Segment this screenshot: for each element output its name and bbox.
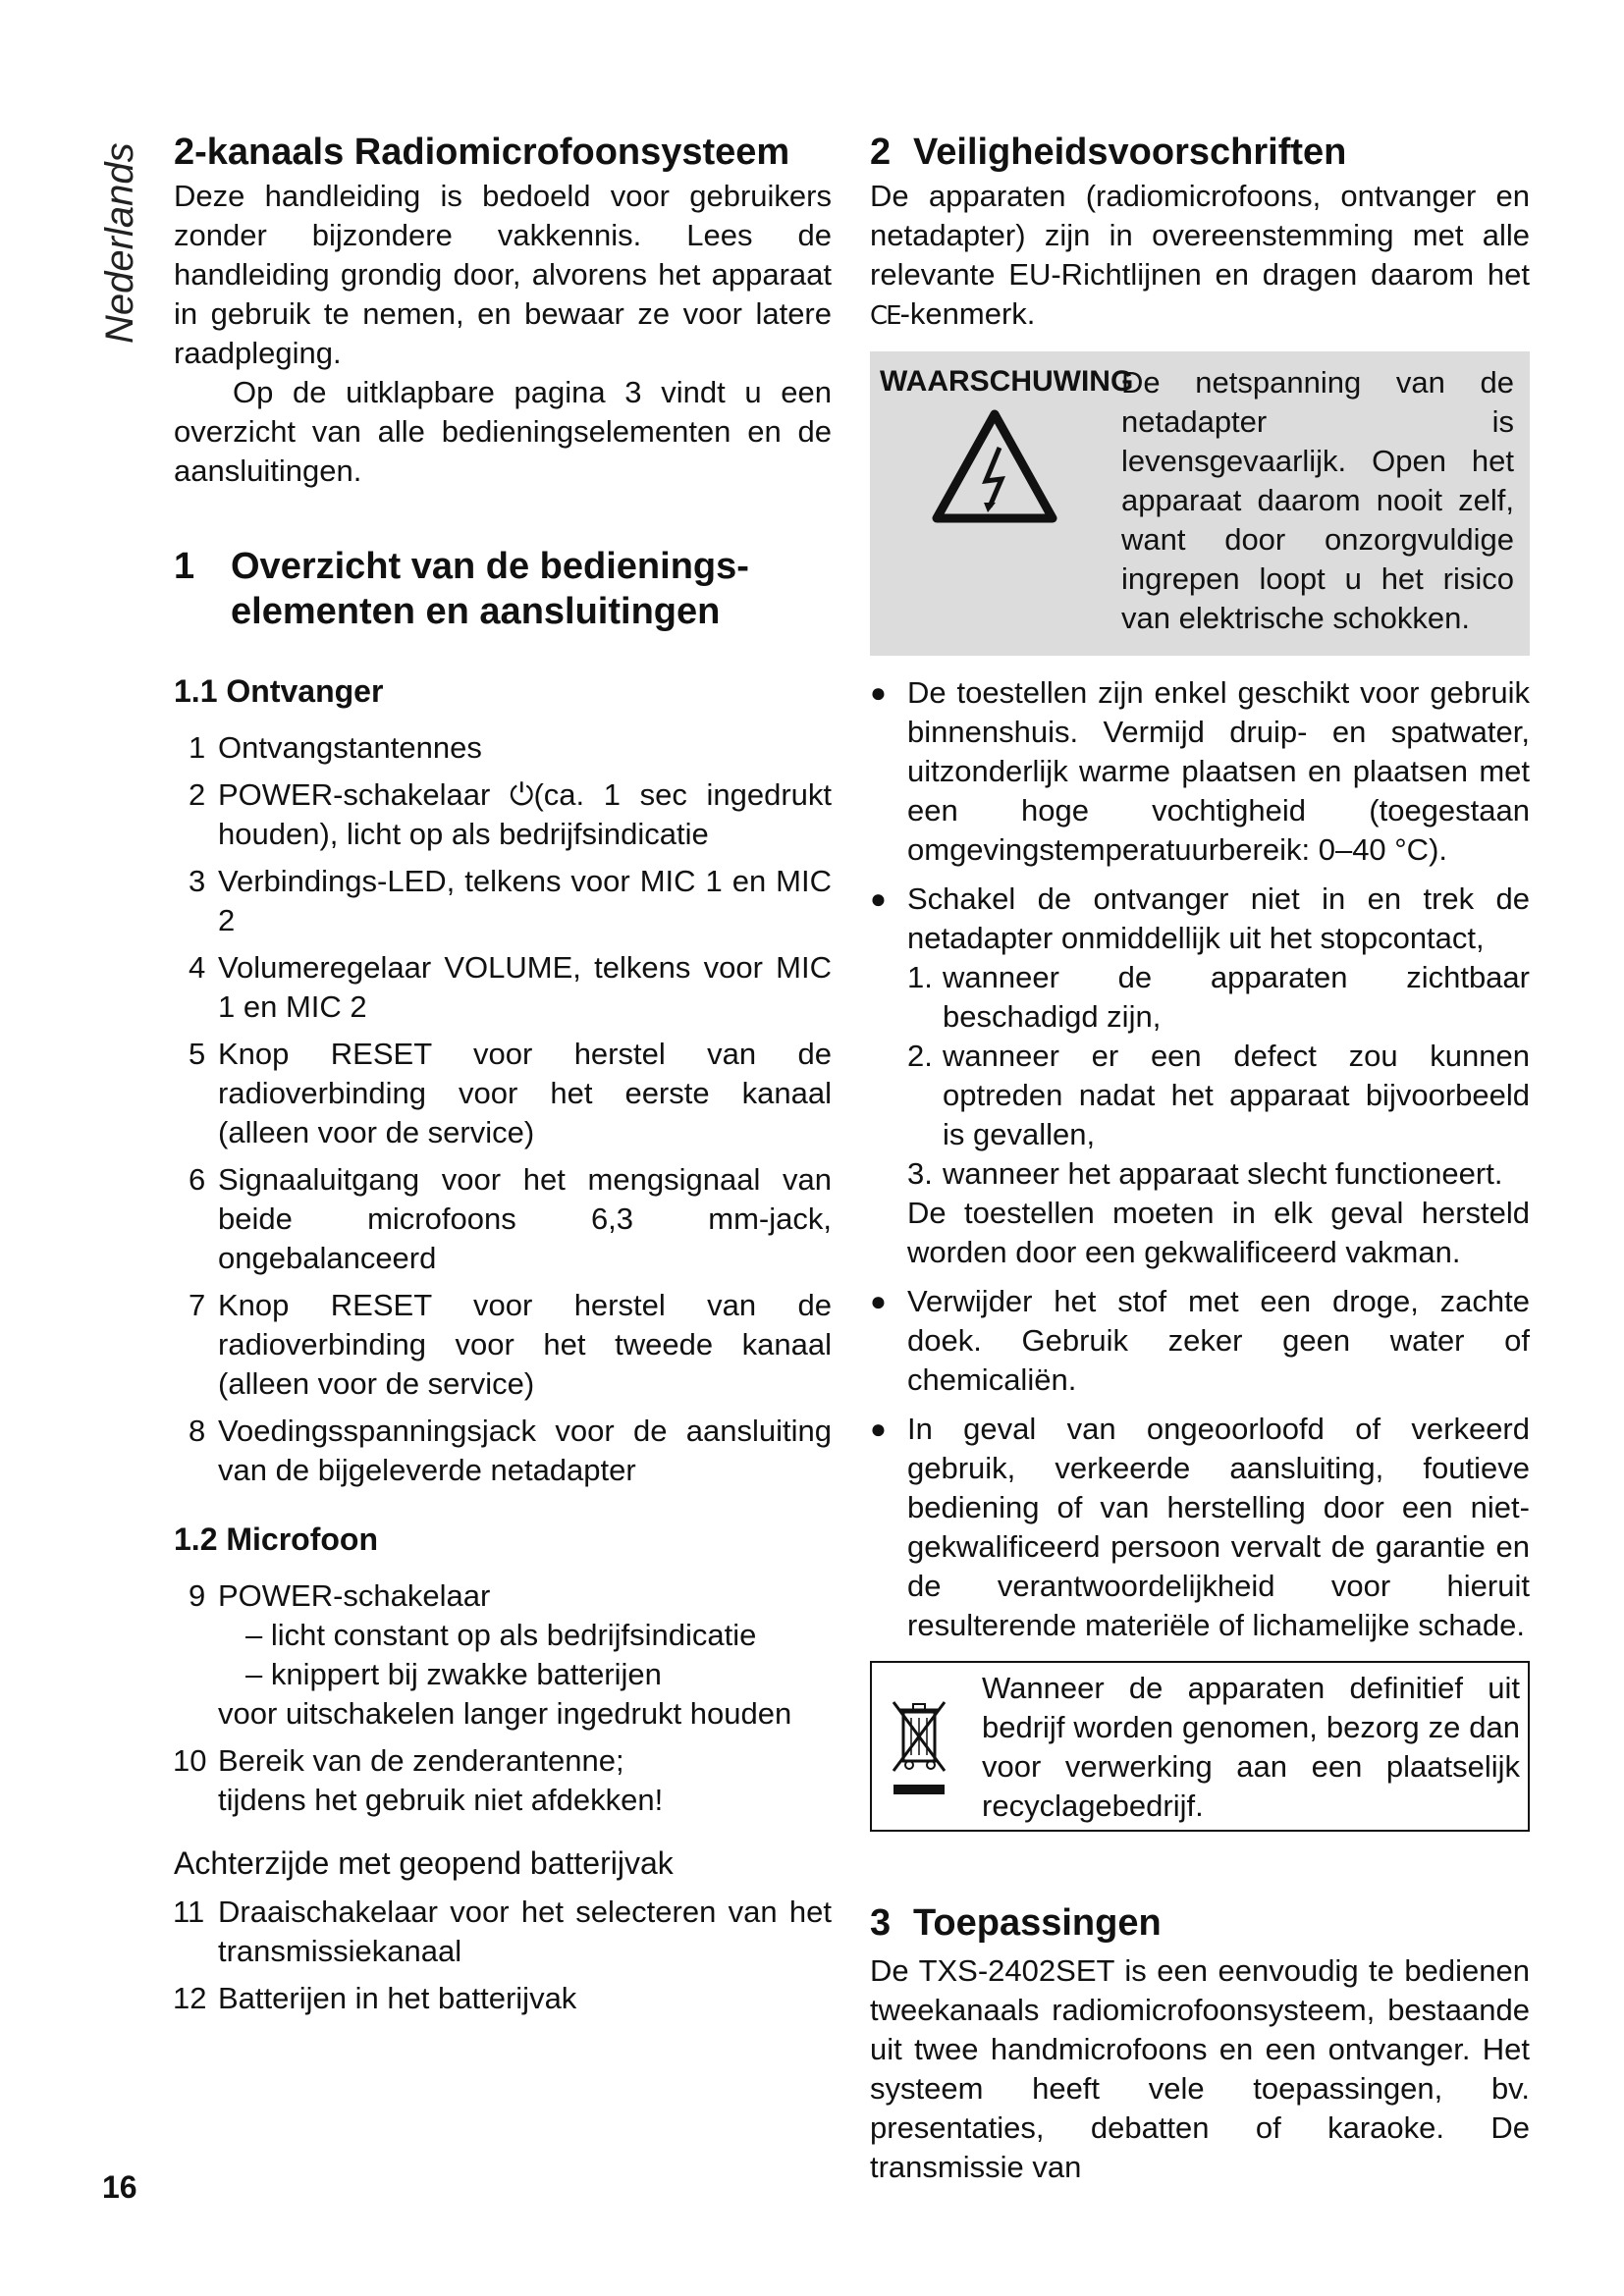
item-text <box>218 1576 832 1734</box>
item-9-line-3: voor uitschakelen langer ingedrukt houden <box>218 1696 792 1731</box>
section-3-text: De TXS-2402SET is een eenvoudig te bedienen tweekanaals radiomicrofoonsysteem, bestaande uit twee handmicrofoons en een ontvanger. Het systeem heeft vele toepassingen, bv. presentaties, debatten of karaoke. De transmissie van <box>870 1953 1530 2184</box>
item-text: Verbindings-LED, telkens voor MIC 1 en MIC 2 <box>218 864 832 937</box>
item-text: Draaischakelaar voor het selecteren van het transmissiekanaal <box>218 1895 832 1968</box>
condition-text: wanneer er een defect zou kunnen optreden nadat het apparaat bijvoorbeeld is gevallen, <box>943 1039 1530 1151</box>
warning-box <box>870 351 1530 656</box>
condition-text: wanneer het apparaat slecht functioneert. <box>943 1156 1503 1191</box>
section-2-heading <box>870 130 1530 175</box>
section-1-title: Overzicht van de bedienings-elementen en aansluitingen <box>231 546 749 632</box>
subsection-1-1-title: 1.1 Ontvanger <box>174 673 384 709</box>
back-side-title: Achterzijde met geopend batterijvak <box>174 1845 674 1881</box>
condition-number: 1. <box>907 960 933 994</box>
item-9-line-2: – knippert bij zwakke batterijen <box>245 1657 662 1691</box>
item-text: Ontvangstantennes <box>218 730 482 765</box>
ce-suffix: -kenmerk. <box>899 296 1036 331</box>
bullet-dot-icon: ● <box>870 883 887 914</box>
section-3-number: 3 <box>870 1902 892 1944</box>
ce-mark-icon: CE <box>870 301 900 331</box>
safety-bullets <box>870 673 1530 1645</box>
item-text: Voedingsspanningsjack voor de aansluiting van de bijgeleverde netadapter <box>218 1414 832 1487</box>
page-number: 16 <box>102 2169 137 2205</box>
bullet-text <box>907 880 1530 1272</box>
intro-title: 2-kanaals Radiomicrofoonsysteem <box>174 132 790 173</box>
list-item <box>189 1576 832 1734</box>
item-number: 9 <box>189 1578 206 1613</box>
list-item <box>189 1412 832 1490</box>
section-3-heading <box>870 1900 1530 1946</box>
microphone-items-list <box>173 1576 832 1820</box>
crossed-out-bin-icon <box>890 1694 948 1802</box>
item-text: Signaaluitgang voor het mengsignaal van beide microfoons 6,3 mm-jack, ongebalanceerd <box>218 1162 832 1275</box>
item-number: 4 <box>189 950 206 985</box>
receiver-items-list <box>189 728 832 1490</box>
intro-paragraph-2: Op de uitklapbare pagina 3 vindt u een overzicht van alle bedieningselementen en de aansluitingen. <box>174 375 832 488</box>
item-number: 12 <box>173 1981 207 2015</box>
bullet-text: Verwijder het stof met een droge, zachte doek. Gebruik zeker geen water of chemicaliën. <box>907 1284 1530 1397</box>
repair-note: De toestellen moeten in elk geval hersteld worden door een gekwalificeerd vakman. <box>907 1196 1530 1269</box>
list-item <box>189 1160 832 1278</box>
bullet-item <box>870 1410 1530 1645</box>
section-3-title: Toepassingen <box>913 1902 1162 1944</box>
warning-text: De netspanning van de netadapter is levensgevaarlijk. Open het apparaat daarom nooit zelf, want door onzorgvuldige ingrepen loopt u het risico van elektrische schokken. <box>1121 365 1514 635</box>
bullet-text-main: Schakel de ontvanger niet in en trek de netadapter onmiddellijk uit het stopcontact, <box>907 881 1530 955</box>
item-text <box>218 1741 832 1820</box>
language-label: Nederlands <box>98 142 141 344</box>
left-column <box>174 130 832 2026</box>
bullet-dot-icon: ● <box>870 677 887 708</box>
item-number: 3 <box>189 864 206 898</box>
item-10-label: Bereik van de zenderantenne; <box>218 1743 624 1778</box>
list-item <box>189 1286 832 1404</box>
item-number: 5 <box>189 1037 206 1071</box>
list-item <box>173 1979 832 2018</box>
condition-number: 3. <box>907 1156 933 1191</box>
bullet-dot-icon: ● <box>870 1286 887 1316</box>
condition-item <box>907 958 1530 1037</box>
item-text: Batterijen in het batterijvak <box>218 1981 577 2015</box>
list-item <box>189 775 832 854</box>
high-voltage-warning-icon <box>931 408 1058 524</box>
recycling-text: Wanneer de apparaten definitief uit bedrijf worden genomen, bezorg ze dan voor verwerking aan een plaatselijk recyclagebedrijf. <box>982 1671 1520 1823</box>
right-column <box>870 130 1530 2187</box>
bullet-item <box>870 1282 1530 1400</box>
list-item <box>189 728 832 768</box>
list-item <box>173 1741 832 1820</box>
item-number: 2 <box>189 777 206 812</box>
item-number: 11 <box>173 1895 205 1929</box>
section-2-number: 2 <box>870 132 892 173</box>
bullet-text: De toestellen zijn enkel geschikt voor gebruik binnenshuis. Vermijd druip- en spatwater, uitzonderlijk warme plaatsen en plaatsen met een hoge vochtigheid (toegestaan omgevingstemperatuurbereik: 0–40 °C). <box>907 675 1530 867</box>
battery-items-list <box>173 1893 832 2018</box>
condition-item <box>907 1154 1530 1194</box>
item-text: Volumeregelaar VOLUME, telkens voor MIC 1 en MIC 2 <box>218 950 832 1024</box>
section-1-number: 1 <box>174 546 195 587</box>
list-item <box>189 1035 832 1152</box>
item-9-label: POWER-schakelaar <box>218 1578 491 1613</box>
condition-text: wanneer de apparaten zichtbaar beschadigd zijn, <box>943 960 1530 1034</box>
section-2-title: Veiligheidsvoorschriften <box>913 132 1347 173</box>
item-number: 1 <box>189 730 206 765</box>
section-2-intro-text: De apparaten (radiomicrofoons, ontvanger en netadapter) zijn in overeenstemming met alle relevante EU-Richtlijnen en dragen daarom het <box>870 179 1530 292</box>
item-number: 7 <box>189 1288 206 1322</box>
subsection-1-2-title: 1.2 Microfoon <box>174 1522 379 1557</box>
warning-label: WAARSCHUWING <box>880 365 1134 398</box>
condition-number: 2. <box>907 1039 933 1073</box>
bullet-dot-icon: ● <box>870 1414 887 1444</box>
condition-list <box>907 958 1530 1194</box>
condition-item <box>907 1037 1530 1154</box>
item-9-line-1: – licht constant op als bedrijfsindicatie <box>245 1618 757 1652</box>
bullet-text: In geval van ongeoorloofd of verkeerd gebruik, verkeerde aansluiting, foutieve bediening of van herstelling door een niet-gekwalificeerd persoon vervalt de garantie en de verantwoordelijkheid voor hieruit resulterende materiële of lichamelijke schade. <box>907 1412 1530 1642</box>
recycling-notice-box <box>870 1661 1530 1832</box>
list-item <box>173 1893 832 1971</box>
item-number: 10 <box>173 1743 207 1778</box>
item-text: Knop RESET voor herstel van de radioverbinding voor het tweede kanaal (alleen voor de service) <box>218 1288 832 1401</box>
bullet-item <box>870 880 1530 1272</box>
section-1-heading <box>174 544 832 634</box>
list-item <box>189 948 832 1027</box>
bullet-item <box>870 673 1530 870</box>
item-text: POWER-schakelaar ⏻(ca. 1 sec ingedrukt houden), licht op als bedrijfsindicatie <box>218 777 832 851</box>
item-number: 6 <box>189 1162 206 1197</box>
section-2-intro <box>870 177 1530 336</box>
intro-paragraph-1: Deze handleiding is bedoeld voor gebruikers zonder bijzondere vakkennis. Lees de handleiding grondig door, alvorens het apparaat in gebruik te nemen, en bewaar ze voor latere raadpleging. <box>174 179 832 370</box>
item-number: 8 <box>189 1414 206 1448</box>
item-10-line-1: tijdens het gebruik niet afdekken! <box>218 1783 664 1817</box>
list-item <box>189 862 832 940</box>
item-text: Knop RESET voor herstel van de radioverbinding voor het eerste kanaal (alleen voor de service) <box>218 1037 832 1149</box>
